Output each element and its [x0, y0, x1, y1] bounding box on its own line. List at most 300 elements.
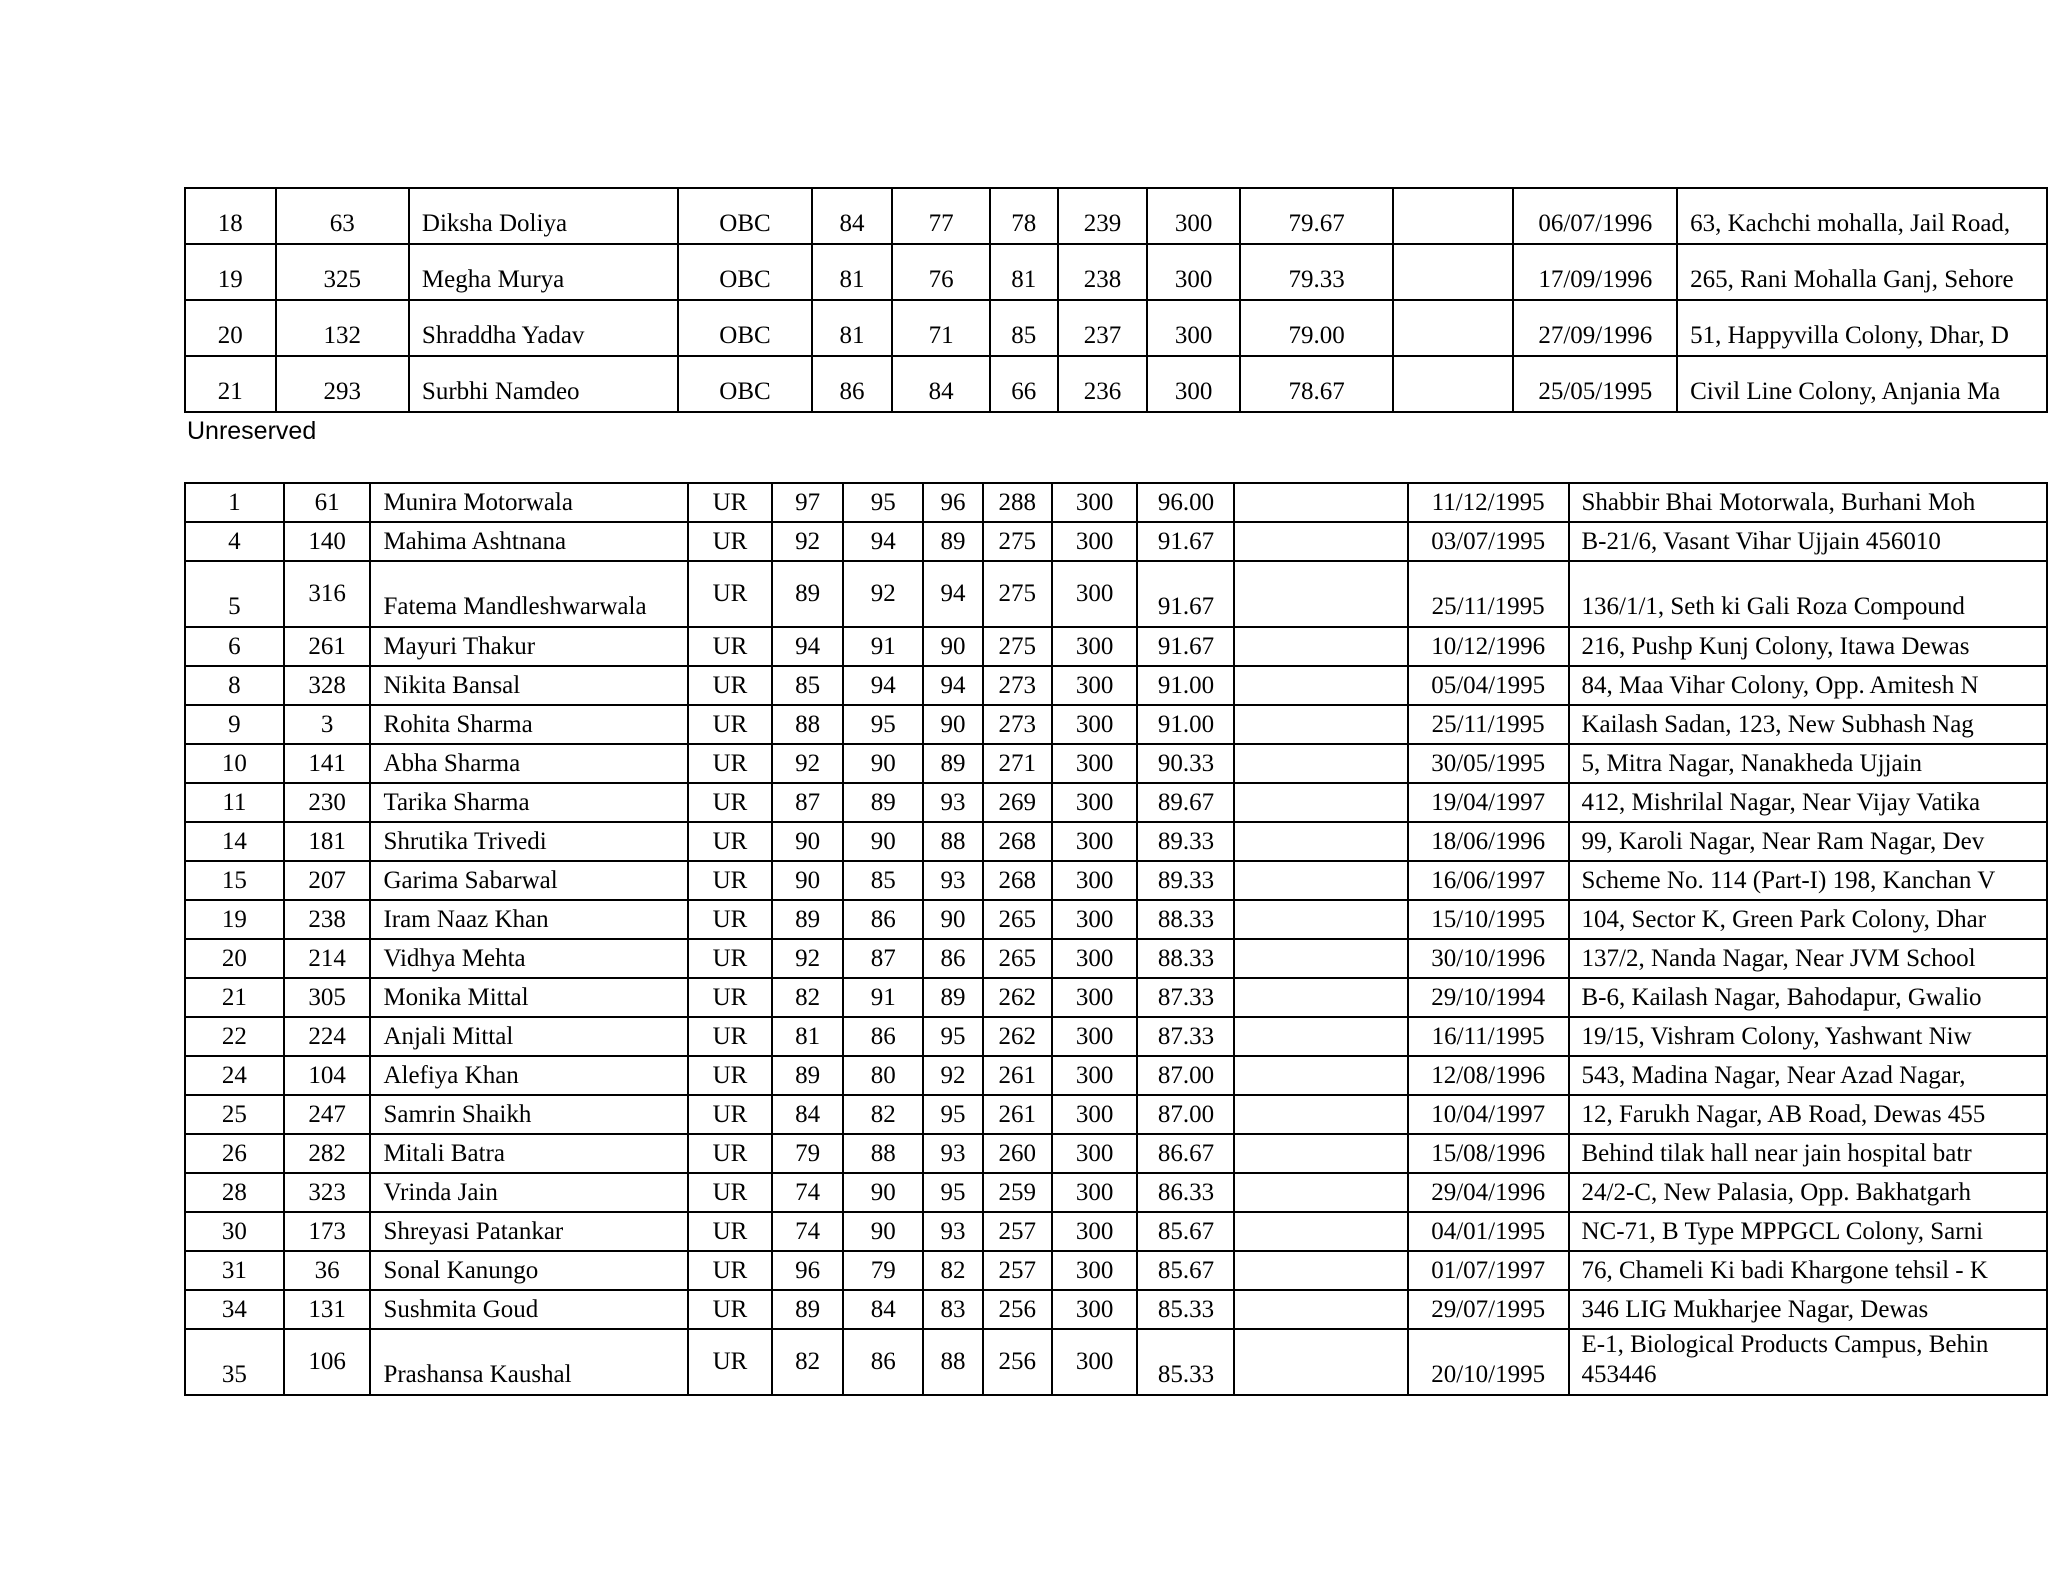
max-marks-cell: 300 — [1052, 705, 1138, 744]
total-marks-cell: 265 — [983, 939, 1052, 978]
max-marks-cell: 300 — [1052, 1056, 1138, 1095]
table-row — [185, 1212, 2047, 1251]
candidate-name-cell: Monika Mittal — [370, 978, 687, 1017]
remarks-cell — [1234, 1212, 1407, 1251]
max-marks-cell: 300 — [1052, 666, 1138, 705]
subject-2-marks-cell: 87 — [843, 939, 923, 978]
candidate-name-cell: Anjali Mittal — [370, 1017, 687, 1056]
subject-2-marks-cell: 95 — [843, 705, 923, 744]
total-marks-cell: 239 — [1058, 188, 1148, 244]
remarks-cell — [1234, 978, 1407, 1017]
remarks-cell — [1234, 1329, 1407, 1395]
subject-2-marks-cell: 94 — [843, 522, 923, 561]
subject-1-marks-cell: 89 — [772, 561, 843, 627]
subject-3-marks-cell: 95 — [923, 1095, 982, 1134]
percentage-cell: 91.00 — [1137, 705, 1234, 744]
subject-1-marks-cell: 89 — [772, 900, 843, 939]
roll-number-cell: 131 — [284, 1290, 371, 1329]
total-marks-cell: 262 — [983, 1017, 1052, 1056]
percentage-cell: 89.33 — [1137, 861, 1234, 900]
subject-3-marks-cell: 89 — [923, 978, 982, 1017]
subject-1-marks-cell: 92 — [772, 939, 843, 978]
address-cell: 12, Farukh Nagar, AB Road, Dewas 455 — [1569, 1095, 2048, 1134]
address-cell: Shabbir Bhai Motorwala, Burhani Moh — [1569, 483, 2048, 522]
date-of-birth-cell: 17/09/1996 — [1513, 244, 1677, 300]
address-cell: 104, Sector K, Green Park Colony, Dhar — [1569, 900, 2048, 939]
category-cell: UR — [688, 561, 773, 627]
subject-2-marks-cell: 91 — [843, 627, 923, 666]
subject-2-marks-cell: 88 — [843, 1134, 923, 1173]
roll-number-cell: 61 — [284, 483, 371, 522]
table-row — [185, 939, 2047, 978]
date-of-birth-cell: 10/04/1997 — [1408, 1095, 1569, 1134]
table-row — [185, 978, 2047, 1017]
roll-number-cell: 261 — [284, 627, 371, 666]
roll-number-cell: 214 — [284, 939, 371, 978]
total-marks-cell: 271 — [983, 744, 1052, 783]
table-row — [185, 666, 2047, 705]
subject-3-marks-cell: 96 — [923, 483, 982, 522]
candidate-name-cell: Diksha Doliya — [409, 188, 678, 244]
remarks-cell — [1234, 744, 1407, 783]
total-marks-cell: 238 — [1058, 244, 1148, 300]
category-cell: OBC — [678, 300, 811, 356]
table-row — [185, 627, 2047, 666]
max-marks-cell: 300 — [1052, 522, 1138, 561]
total-marks-cell: 259 — [983, 1173, 1052, 1212]
table-row — [185, 1056, 2047, 1095]
candidate-name-cell: Samrin Shaikh — [370, 1095, 687, 1134]
total-marks-cell: 256 — [983, 1329, 1052, 1395]
serial-number-cell: 19 — [185, 244, 276, 300]
table-row — [185, 822, 2047, 861]
max-marks-cell: 300 — [1052, 561, 1138, 627]
address-cell: Civil Line Colony, Anjania Ma — [1677, 356, 2047, 412]
category-cell: UR — [688, 483, 773, 522]
subject-1-marks-cell: 81 — [812, 300, 893, 356]
candidate-name-cell: Shreyasi Patankar — [370, 1212, 687, 1251]
subject-2-marks-cell: 86 — [843, 1017, 923, 1056]
candidate-name-cell: Vidhya Mehta — [370, 939, 687, 978]
percentage-cell: 85.33 — [1137, 1290, 1234, 1329]
remarks-cell — [1234, 522, 1407, 561]
max-marks-cell: 300 — [1052, 1251, 1138, 1290]
candidate-name-cell: Rohita Sharma — [370, 705, 687, 744]
subject-2-marks-cell: 71 — [892, 300, 990, 356]
serial-number-cell: 30 — [185, 1212, 284, 1251]
roll-number-cell: 104 — [284, 1056, 371, 1095]
subject-2-marks-cell: 90 — [843, 1173, 923, 1212]
total-marks-cell: 273 — [983, 705, 1052, 744]
subject-2-marks-cell: 95 — [843, 483, 923, 522]
category-cell: UR — [688, 666, 773, 705]
category-cell: UR — [688, 1212, 773, 1251]
max-marks-cell: 300 — [1052, 1134, 1138, 1173]
max-marks-cell: 300 — [1052, 900, 1138, 939]
subject-3-marks-cell: 88 — [923, 822, 982, 861]
max-marks-cell: 300 — [1052, 978, 1138, 1017]
max-marks-cell: 300 — [1052, 1095, 1138, 1134]
roll-number-cell: 36 — [284, 1251, 371, 1290]
table-row — [185, 1290, 2047, 1329]
serial-number-cell: 19 — [185, 900, 284, 939]
serial-number-cell: 20 — [185, 300, 276, 356]
subject-3-marks-cell: 78 — [990, 188, 1058, 244]
table-row — [185, 483, 2047, 522]
category-cell: UR — [688, 939, 773, 978]
total-marks-cell: 268 — [983, 822, 1052, 861]
table-row — [185, 1017, 2047, 1056]
total-marks-cell: 275 — [983, 561, 1052, 627]
candidate-name-cell: Munira Motorwala — [370, 483, 687, 522]
remarks-cell — [1234, 939, 1407, 978]
subject-2-marks-cell: 84 — [843, 1290, 923, 1329]
percentage-cell: 88.33 — [1137, 939, 1234, 978]
date-of-birth-cell: 11/12/1995 — [1408, 483, 1569, 522]
table-row — [185, 561, 2047, 627]
total-marks-cell: 236 — [1058, 356, 1148, 412]
candidate-name-cell: Mayuri Thakur — [370, 627, 687, 666]
table-row — [185, 188, 2047, 244]
subject-3-marks-cell: 95 — [923, 1173, 982, 1212]
address-cell: B-6, Kailash Nagar, Bahodapur, Gwalio — [1569, 978, 2048, 1017]
max-marks-cell: 300 — [1052, 939, 1138, 978]
candidate-name-cell: Sushmita Goud — [370, 1290, 687, 1329]
max-marks-cell: 300 — [1052, 1290, 1138, 1329]
max-marks-cell: 300 — [1052, 627, 1138, 666]
roll-number-cell: 247 — [284, 1095, 371, 1134]
table-row — [185, 1134, 2047, 1173]
category-cell: UR — [688, 744, 773, 783]
category-cell: UR — [688, 822, 773, 861]
percentage-cell: 91.67 — [1137, 522, 1234, 561]
subject-1-marks-cell: 86 — [812, 356, 893, 412]
category-cell: UR — [688, 1251, 773, 1290]
date-of-birth-cell: 10/12/1996 — [1408, 627, 1569, 666]
subject-1-marks-cell: 81 — [772, 1017, 843, 1056]
date-of-birth-cell: 25/11/1995 — [1408, 705, 1569, 744]
remarks-cell — [1234, 705, 1407, 744]
serial-number-cell: 21 — [185, 978, 284, 1017]
date-of-birth-cell: 16/06/1997 — [1408, 861, 1569, 900]
serial-number-cell: 31 — [185, 1251, 284, 1290]
subject-2-marks-cell: 86 — [843, 1329, 923, 1395]
roll-number-cell: 316 — [284, 561, 371, 627]
candidate-name-cell: Fatema Mandleshwarwala — [370, 561, 687, 627]
remarks-cell — [1234, 1290, 1407, 1329]
candidate-name-cell: Megha Murya — [409, 244, 678, 300]
subject-2-marks-cell: 89 — [843, 783, 923, 822]
table-row — [185, 783, 2047, 822]
roll-number-cell: 305 — [284, 978, 371, 1017]
category-cell: OBC — [678, 188, 811, 244]
subject-3-marks-cell: 90 — [923, 705, 982, 744]
candidate-name-cell: Alefiya Khan — [370, 1056, 687, 1095]
date-of-birth-cell: 05/04/1995 — [1408, 666, 1569, 705]
total-marks-cell: 275 — [983, 522, 1052, 561]
date-of-birth-cell: 30/05/1995 — [1408, 744, 1569, 783]
category-cell: UR — [688, 627, 773, 666]
subject-3-marks-cell: 88 — [923, 1329, 982, 1395]
subject-1-marks-cell: 74 — [772, 1212, 843, 1251]
max-marks-cell: 300 — [1052, 1329, 1138, 1395]
percentage-cell: 78.67 — [1240, 356, 1393, 412]
category-cell: UR — [688, 1056, 773, 1095]
remarks-cell — [1234, 627, 1407, 666]
total-marks-cell: 257 — [983, 1251, 1052, 1290]
subject-2-marks-cell: 77 — [892, 188, 990, 244]
serial-number-cell: 24 — [185, 1056, 284, 1095]
subject-2-marks-cell: 90 — [843, 1212, 923, 1251]
remarks-cell — [1234, 783, 1407, 822]
subject-2-marks-cell: 90 — [843, 744, 923, 783]
subject-3-marks-cell: 93 — [923, 861, 982, 900]
serial-number-cell: 9 — [185, 705, 284, 744]
roll-number-cell: 293 — [276, 356, 409, 412]
serial-number-cell: 15 — [185, 861, 284, 900]
max-marks-cell: 300 — [1147, 244, 1240, 300]
address-cell: E-1, Biological Products Campus, Behin 453446 — [1569, 1329, 2048, 1395]
date-of-birth-cell: 29/04/1996 — [1408, 1173, 1569, 1212]
total-marks-cell: 260 — [983, 1134, 1052, 1173]
total-marks-cell: 265 — [983, 900, 1052, 939]
subject-3-marks-cell: 92 — [923, 1056, 982, 1095]
table-row — [185, 1173, 2047, 1212]
percentage-cell: 87.00 — [1137, 1095, 1234, 1134]
date-of-birth-cell: 29/07/1995 — [1408, 1290, 1569, 1329]
date-of-birth-cell: 29/10/1994 — [1408, 978, 1569, 1017]
subject-1-marks-cell: 90 — [772, 861, 843, 900]
total-marks-cell: 256 — [983, 1290, 1052, 1329]
candidate-name-cell: Mitali Batra — [370, 1134, 687, 1173]
category-cell: UR — [688, 861, 773, 900]
total-marks-cell: 237 — [1058, 300, 1148, 356]
serial-number-cell: 5 — [185, 561, 284, 627]
subject-1-marks-cell: 79 — [772, 1134, 843, 1173]
total-marks-cell: 262 — [983, 978, 1052, 1017]
subject-2-marks-cell: 91 — [843, 978, 923, 1017]
serial-number-cell: 34 — [185, 1290, 284, 1329]
total-marks-cell: 269 — [983, 783, 1052, 822]
percentage-cell: 86.67 — [1137, 1134, 1234, 1173]
total-marks-cell: 257 — [983, 1212, 1052, 1251]
roll-number-cell: 207 — [284, 861, 371, 900]
category-cell: UR — [688, 1017, 773, 1056]
address-cell: 216, Pushp Kunj Colony, Itawa Dewas — [1569, 627, 2048, 666]
roll-number-cell: 181 — [284, 822, 371, 861]
max-marks-cell: 300 — [1052, 1212, 1138, 1251]
table-row — [185, 744, 2047, 783]
candidate-name-cell: Sonal Kanungo — [370, 1251, 687, 1290]
remarks-cell — [1234, 861, 1407, 900]
serial-number-cell: 6 — [185, 627, 284, 666]
max-marks-cell: 300 — [1052, 1017, 1138, 1056]
address-cell: 84, Maa Vihar Colony, Opp. Amitesh N — [1569, 666, 2048, 705]
table-row — [185, 1251, 2047, 1290]
date-of-birth-cell: 19/04/1997 — [1408, 783, 1569, 822]
address-cell: NC-71, B Type MPPGCL Colony, Sarni — [1569, 1212, 2048, 1251]
address-cell: Scheme No. 114 (Part-I) 198, Kanchan V — [1569, 861, 2048, 900]
subject-1-marks-cell: 84 — [812, 188, 893, 244]
date-of-birth-cell: 15/10/1995 — [1408, 900, 1569, 939]
address-cell: Kailash Sadan, 123, New Subhash Nag — [1569, 705, 2048, 744]
percentage-cell: 85.67 — [1137, 1212, 1234, 1251]
serial-number-cell: 4 — [185, 522, 284, 561]
address-cell: 412, Mishrilal Nagar, Near Vijay Vatika — [1569, 783, 2048, 822]
subject-2-marks-cell: 90 — [843, 822, 923, 861]
date-of-birth-cell: 20/10/1995 — [1408, 1329, 1569, 1395]
serial-number-cell: 26 — [185, 1134, 284, 1173]
category-cell: UR — [688, 522, 773, 561]
serial-number-cell: 21 — [185, 356, 276, 412]
category-cell: UR — [688, 1329, 773, 1395]
candidate-name-cell: Prashansa Kaushal — [370, 1329, 687, 1395]
remarks-cell — [1234, 1056, 1407, 1095]
roll-number-cell: 132 — [276, 300, 409, 356]
roll-number-cell: 323 — [284, 1173, 371, 1212]
serial-number-cell: 25 — [185, 1095, 284, 1134]
subject-2-marks-cell: 92 — [843, 561, 923, 627]
serial-number-cell: 14 — [185, 822, 284, 861]
total-marks-cell: 261 — [983, 1056, 1052, 1095]
percentage-cell: 85.67 — [1137, 1251, 1234, 1290]
category-cell: UR — [688, 1173, 773, 1212]
table-row — [185, 300, 2047, 356]
percentage-cell: 86.33 — [1137, 1173, 1234, 1212]
date-of-birth-cell: 15/08/1996 — [1408, 1134, 1569, 1173]
table-row — [185, 900, 2047, 939]
remarks-cell — [1234, 1173, 1407, 1212]
address-cell: 265, Rani Mohalla Ganj, Sehore — [1677, 244, 2047, 300]
remarks-cell — [1234, 1134, 1407, 1173]
max-marks-cell: 300 — [1052, 744, 1138, 783]
roll-number-cell: 140 — [284, 522, 371, 561]
total-marks-cell: 275 — [983, 627, 1052, 666]
roll-number-cell: 325 — [276, 244, 409, 300]
subject-1-marks-cell: 81 — [812, 244, 893, 300]
category-cell: UR — [688, 1290, 773, 1329]
subject-1-marks-cell: 96 — [772, 1251, 843, 1290]
candidate-name-cell: Tarika Sharma — [370, 783, 687, 822]
max-marks-cell: 300 — [1147, 300, 1240, 356]
date-of-birth-cell: 03/07/1995 — [1408, 522, 1569, 561]
subject-3-marks-cell: 93 — [923, 783, 982, 822]
subject-3-marks-cell: 90 — [923, 900, 982, 939]
max-marks-cell: 300 — [1052, 783, 1138, 822]
percentage-cell: 85.33 — [1137, 1329, 1234, 1395]
serial-number-cell: 1 — [185, 483, 284, 522]
serial-number-cell: 35 — [185, 1329, 284, 1395]
date-of-birth-cell: 18/06/1996 — [1408, 822, 1569, 861]
address-cell: 63, Kachchi mohalla, Jail Road, — [1677, 188, 2047, 244]
subject-1-marks-cell: 87 — [772, 783, 843, 822]
serial-number-cell: 10 — [185, 744, 284, 783]
total-marks-cell: 288 — [983, 483, 1052, 522]
serial-number-cell: 11 — [185, 783, 284, 822]
table-row — [185, 1095, 2047, 1134]
roll-number-cell: 173 — [284, 1212, 371, 1251]
candidate-name-cell: Shrutika Trivedi — [370, 822, 687, 861]
percentage-cell: 91.67 — [1137, 561, 1234, 627]
subject-1-marks-cell: 74 — [772, 1173, 843, 1212]
subject-2-marks-cell: 86 — [843, 900, 923, 939]
subject-3-marks-cell: 93 — [923, 1134, 982, 1173]
table-row — [185, 244, 2047, 300]
category-cell: UR — [688, 705, 773, 744]
subject-3-marks-cell: 93 — [923, 1212, 982, 1251]
percentage-cell: 88.33 — [1137, 900, 1234, 939]
subject-2-marks-cell: 82 — [843, 1095, 923, 1134]
subject-1-marks-cell: 97 — [772, 483, 843, 522]
remarks-cell — [1393, 300, 1513, 356]
address-cell: B-21/6, Vasant Vihar Ujjain 456010 — [1569, 522, 2048, 561]
max-marks-cell: 300 — [1052, 1173, 1138, 1212]
candidate-name-cell: Garima Sabarwal — [370, 861, 687, 900]
subject-1-marks-cell: 92 — [772, 522, 843, 561]
subject-1-marks-cell: 85 — [772, 666, 843, 705]
subject-3-marks-cell: 89 — [923, 522, 982, 561]
category-cell: OBC — [678, 356, 811, 412]
date-of-birth-cell: 25/05/1995 — [1513, 356, 1677, 412]
percentage-cell: 89.33 — [1137, 822, 1234, 861]
category-cell: UR — [688, 900, 773, 939]
date-of-birth-cell: 12/08/1996 — [1408, 1056, 1569, 1095]
percentage-cell: 96.00 — [1137, 483, 1234, 522]
percentage-cell: 79.67 — [1240, 188, 1393, 244]
remarks-cell — [1234, 666, 1407, 705]
subject-2-marks-cell: 85 — [843, 861, 923, 900]
category-cell: UR — [688, 1095, 773, 1134]
max-marks-cell: 300 — [1052, 861, 1138, 900]
total-marks-cell: 261 — [983, 1095, 1052, 1134]
total-marks-cell: 268 — [983, 861, 1052, 900]
subject-2-marks-cell: 94 — [843, 666, 923, 705]
serial-number-cell: 8 — [185, 666, 284, 705]
roll-number-cell: 106 — [284, 1329, 371, 1395]
subject-3-marks-cell: 81 — [990, 244, 1058, 300]
subject-2-marks-cell: 79 — [843, 1251, 923, 1290]
subject-1-marks-cell: 94 — [772, 627, 843, 666]
address-cell: 76, Chameli Ki badi Khargone tehsil - K — [1569, 1251, 2048, 1290]
subject-3-marks-cell: 89 — [923, 744, 982, 783]
subject-3-marks-cell: 66 — [990, 356, 1058, 412]
max-marks-cell: 300 — [1052, 822, 1138, 861]
max-marks-cell: 300 — [1147, 188, 1240, 244]
address-cell: 24/2-C, New Palasia, Opp. Bakhatgarh — [1569, 1173, 2048, 1212]
percentage-cell: 91.00 — [1137, 666, 1234, 705]
table-row — [185, 1329, 2047, 1395]
date-of-birth-cell: 16/11/1995 — [1408, 1017, 1569, 1056]
subject-2-marks-cell: 84 — [892, 356, 990, 412]
subject-1-marks-cell: 90 — [772, 822, 843, 861]
percentage-cell: 79.33 — [1240, 244, 1393, 300]
subject-2-marks-cell: 76 — [892, 244, 990, 300]
percentage-cell: 87.33 — [1137, 1017, 1234, 1056]
candidate-name-cell: Shraddha Yadav — [409, 300, 678, 356]
subject-1-marks-cell: 89 — [772, 1290, 843, 1329]
roll-number-cell: 63 — [276, 188, 409, 244]
unreserved-merit-table — [184, 482, 2048, 1396]
subject-3-marks-cell: 82 — [923, 1251, 982, 1290]
subject-2-marks-cell: 80 — [843, 1056, 923, 1095]
address-cell: 137/2, Nanda Nagar, Near JVM School — [1569, 939, 2048, 978]
percentage-cell: 79.00 — [1240, 300, 1393, 356]
date-of-birth-cell: 01/07/1997 — [1408, 1251, 1569, 1290]
remarks-cell — [1234, 483, 1407, 522]
candidate-name-cell: Mahima Ashtnana — [370, 522, 687, 561]
remarks-cell — [1393, 188, 1513, 244]
candidate-name-cell: Surbhi Namdeo — [409, 356, 678, 412]
